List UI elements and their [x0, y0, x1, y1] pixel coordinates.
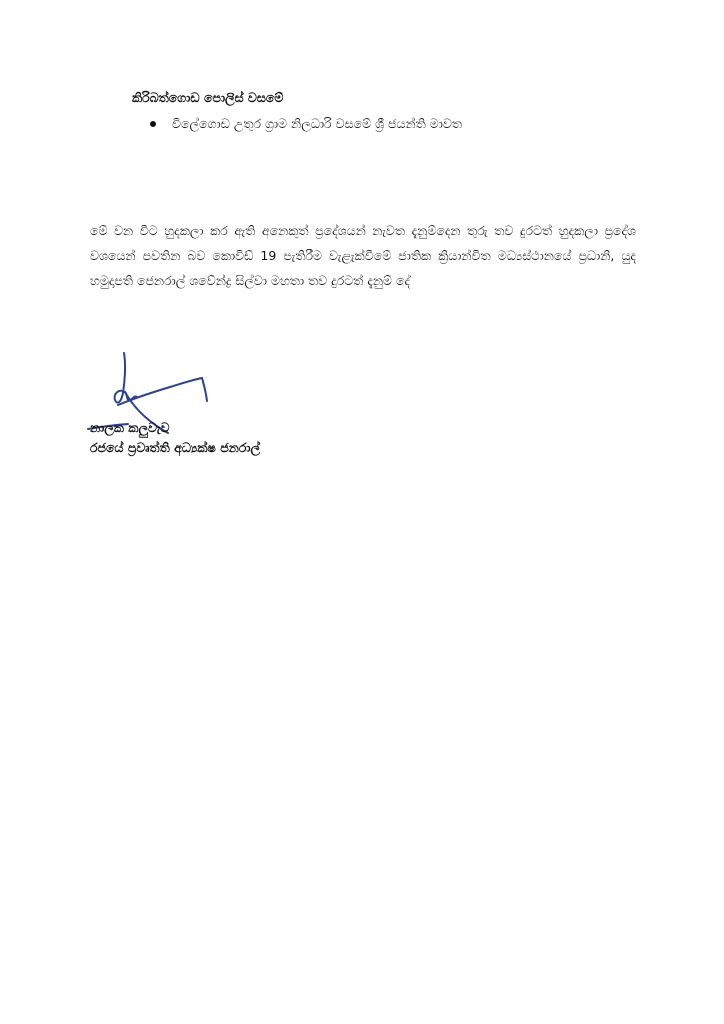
body-paragraph: මේ වන විට හුදකලා කර ඇති අනෙකුත් ප්‍රදේශයන් නැවත දැනුම්දෙන තුරු තව දුරටත් හුදකලා ප්‍රදේශ වශයෙන් පවතින බව කොවිඩ් 19 පැතිරීම වැළැක්වීමේ ජාතික ක්‍රියාන්විත මධ්‍යස්ථානයේ ප්‍රධානි, යුද හමුදාපති ජෙනරාල් ශවේන්ද්‍ර සිල්වා මහතා තව දුරටත් දැනුම් දේ	[90, 222, 636, 288]
bullet-icon	[150, 121, 156, 127]
bullet-list	[150, 116, 462, 132]
list-item	[150, 116, 462, 132]
list-item-text: විලේගොඩ උතුර ග්‍රාම නිලධාරි වසමේ ශ්‍රී ජයන්ති මාවත	[172, 116, 462, 131]
signatory-title: රජයේ ප්‍රවෘත්ති අධ්‍යක්ෂ ජනරාල්	[90, 440, 261, 455]
signatory-name: නාලක කලුවැව	[90, 420, 170, 435]
section-heading: කිරිබත්ගොඩ පොලිස් වසමේ	[132, 90, 284, 105]
signatory-block	[90, 418, 260, 458]
